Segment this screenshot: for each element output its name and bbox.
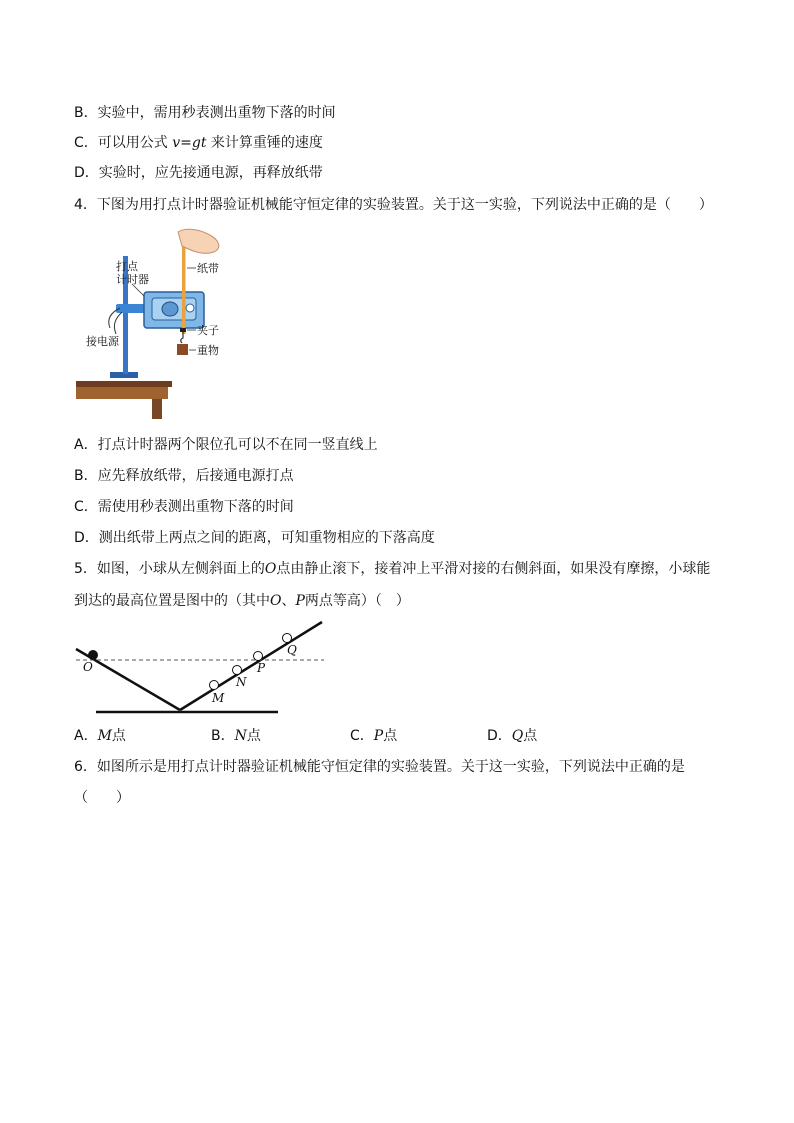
q4-option-b: B．应先释放纸带，后接通电源打点: [74, 468, 294, 484]
ball-p: [254, 652, 263, 661]
q4-option-c: C．需使用秒表测出重物下落的时间: [74, 499, 294, 515]
incline-figure: [70, 618, 334, 718]
option-c-suffix: 来计算重锤的速度: [206, 135, 323, 151]
label-p: P: [257, 661, 266, 675]
q5-options-row: [74, 726, 734, 746]
label-o: O: [83, 660, 93, 674]
label-paper-tape: 纸带: [197, 262, 219, 275]
weight-block: [177, 344, 188, 355]
q5-c-suffix: 点: [383, 728, 398, 744]
timer-apparatus-figure: [72, 226, 232, 422]
q5-option-a: [74, 726, 126, 746]
option-d-prev: D．实验时，应先接通电源，再释放纸带: [74, 165, 323, 181]
question-5-stem-line1: [74, 559, 710, 579]
ball-m: [210, 681, 219, 690]
option-c-prefix: C．可以用公式: [74, 135, 173, 151]
q5-stem-text-d: 两点等高）（ ）: [304, 593, 410, 609]
q5-b-point: N: [234, 728, 247, 744]
clip-block: [180, 328, 186, 332]
label-weight: 重物: [197, 344, 219, 357]
q5-stem-text-c: 到达的最高位置是图中的（其中: [74, 593, 270, 609]
label-m: M: [212, 691, 225, 705]
q5-option-b: [211, 726, 261, 746]
label-power: 接电源: [86, 335, 119, 348]
hook: [181, 332, 183, 343]
option-c-prev: [74, 133, 323, 153]
ball-n: [233, 666, 242, 675]
option-b-prev: B．实验中，需用秒表测出重物下落的时间: [74, 105, 336, 121]
question-6-stem-line2: （ ）: [74, 790, 130, 806]
ball-o: [88, 650, 98, 660]
table-leg: [152, 399, 162, 419]
right-incline: [180, 622, 322, 710]
label-timer-line2: 计时器: [116, 273, 149, 286]
q5-b-prefix: B．: [211, 728, 235, 744]
q5-option-c: [350, 726, 397, 746]
table-edge: [76, 387, 168, 399]
q5-b-suffix: 点: [246, 728, 261, 744]
table-top: [76, 381, 172, 387]
paper-tape: [182, 234, 186, 334]
power-wire-2: [114, 312, 122, 334]
label-clip: 夹子: [197, 324, 219, 337]
q5-option-d: [487, 726, 537, 746]
q5-c-point: P: [373, 728, 384, 744]
clamp-arm: [116, 304, 148, 313]
q5-d-point: Q: [511, 728, 524, 744]
q5-point-p: P: [295, 593, 305, 609]
label-n: N: [236, 675, 247, 689]
q5-sep: 、: [281, 593, 296, 609]
label-q: Q: [287, 643, 297, 657]
question-6-stem-line1: 6．如图所示是用打点计时器验证机械能守恒定律的实验装置。关于这一实验，下列说法中正确的是: [74, 759, 685, 775]
q4-option-a: A．打点计时器两个限位孔可以不在同一竖直线上: [74, 437, 378, 453]
q5-c-prefix: C．: [350, 728, 374, 744]
q5-point-o: O: [264, 561, 277, 577]
q5-stem-text-a: 5．如图，小球从左侧斜面上的: [74, 561, 265, 577]
formula-v-gt: v=gt: [172, 135, 207, 151]
q5-point-o-2: O: [270, 593, 282, 609]
q5-stem-text-b: 点由静止滚下，接着冲上平滑对接的右侧斜面，如果没有摩擦，小球能: [276, 561, 711, 577]
timer-coil: [162, 302, 178, 316]
q5-a-point: M: [97, 728, 112, 744]
q5-d-suffix: 点: [523, 728, 538, 744]
timer-knob: [186, 304, 194, 312]
q5-d-prefix: D．: [487, 728, 512, 744]
ball-q: [283, 634, 292, 643]
question-5-stem-line2: [74, 591, 410, 611]
label-timer-line1: 打点: [116, 260, 138, 273]
q5-a-suffix: 点: [111, 728, 126, 744]
question-4-stem: 4．下图为用打点计时器验证机械能守恒定律的实验装置。关于这一实验，下列说法中正确的是（ ）: [74, 197, 713, 213]
q5-a-prefix: A．: [74, 728, 98, 744]
q4-option-d: D．测出纸带上两点之间的距离，可知重物相应的下落高度: [74, 530, 435, 546]
